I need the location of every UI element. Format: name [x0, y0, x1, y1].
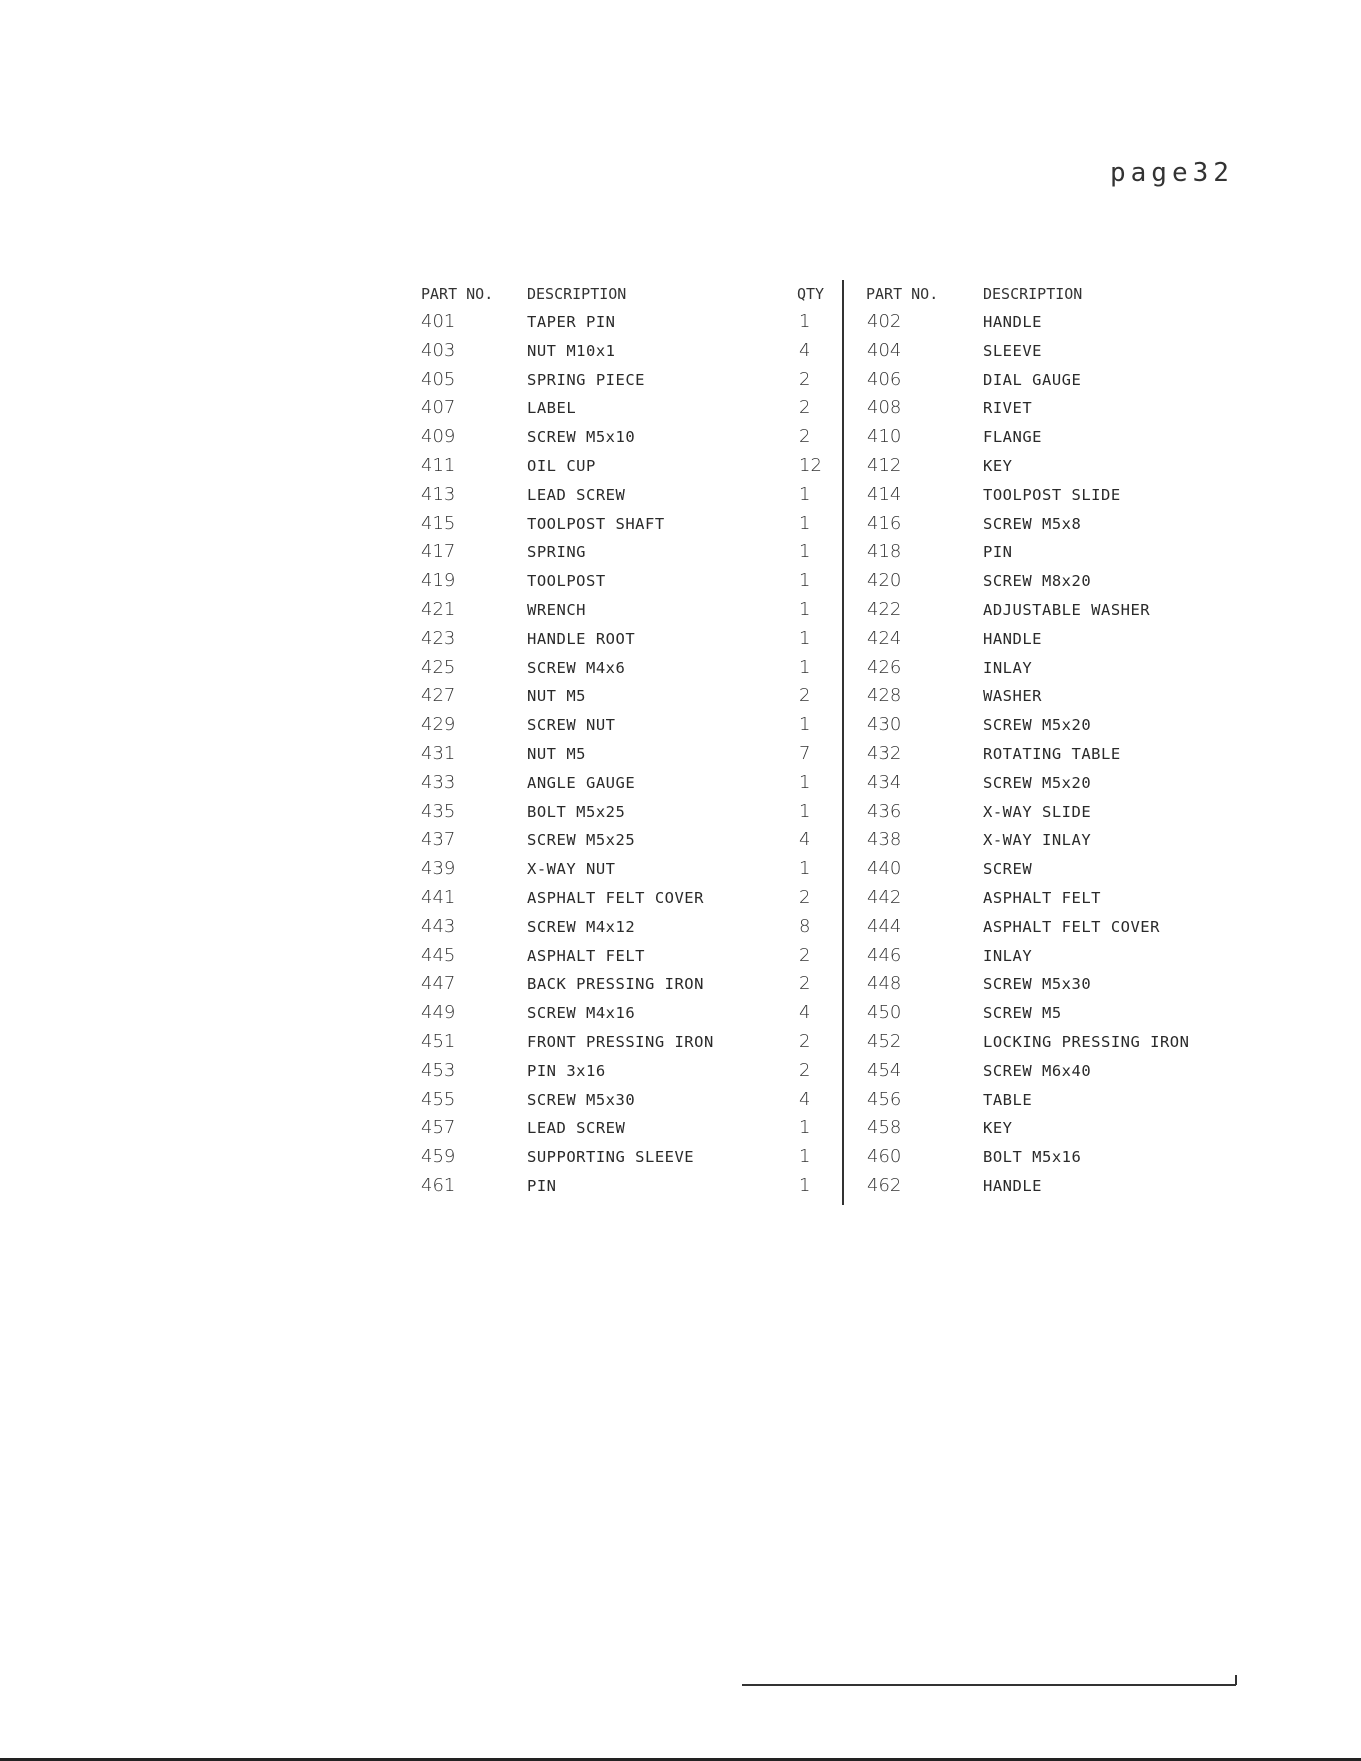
qty: 1 [799, 541, 811, 563]
bottom-rule-tick [1235, 1675, 1237, 1685]
description-right: SCREW M5 [983, 1004, 1062, 1023]
part-no-right: 446 [867, 944, 902, 966]
description-left: BOLT M5x25 [527, 802, 626, 821]
description-left: BACK PRESSING IRON [527, 975, 704, 994]
description-left: LEAD SCREW [527, 485, 626, 504]
part-no-right: 440 [867, 858, 902, 880]
qty: 2 [799, 886, 811, 908]
qty: 8 [799, 915, 811, 937]
qty: 1 [799, 858, 811, 880]
qty: 2 [799, 973, 811, 995]
part-no-left: 445 [421, 944, 456, 966]
description-right: SCREW M5x20 [983, 773, 1092, 792]
description-right: ASPHALT FELT [983, 888, 1101, 907]
part-no-left: 459 [421, 1146, 456, 1168]
description-left: PIN 3x16 [527, 1061, 606, 1080]
part-no-left: 401 [421, 311, 456, 332]
part-no-left: 407 [421, 397, 456, 419]
description-right: ROTATING TABLE [983, 744, 1121, 763]
qty: 4 [799, 339, 811, 361]
description-left: TOOLPOST SHAFT [527, 514, 665, 533]
header-description-left: DESCRIPTION [527, 285, 627, 303]
description-left: ASPHALT FELT [527, 946, 645, 965]
header-description-right: DESCRIPTION [983, 285, 1083, 303]
description-right: BOLT M5x16 [983, 1148, 1082, 1167]
qty: 1 [799, 483, 811, 505]
description-left: SCREW M4x16 [527, 1004, 636, 1023]
qty: 1 [799, 800, 811, 822]
part-no-left: 447 [421, 973, 456, 995]
part-no-left: 429 [421, 714, 456, 736]
description-right: SCREW M5x8 [983, 514, 1082, 533]
description-left: ASPHALT FELT COVER [527, 888, 704, 907]
description-left: SCREW M5x25 [527, 831, 636, 850]
part-no-right: 432 [867, 742, 902, 764]
description-left: TOOLPOST [527, 572, 606, 591]
part-no-left: 415 [421, 512, 456, 534]
description-left: SCREW NUT [527, 716, 616, 735]
part-no-right: 418 [867, 541, 902, 563]
qty: 1 [799, 1146, 811, 1168]
part-no-right: 414 [867, 483, 902, 505]
part-no-right: 436 [867, 800, 902, 822]
qty: 4 [799, 1002, 811, 1024]
description-right: KEY [983, 1119, 1013, 1138]
part-no-right: 444 [867, 915, 902, 937]
description-left: WRENCH [527, 600, 586, 619]
qty: 1 [799, 656, 811, 678]
description-right: FLANGE [983, 428, 1042, 447]
part-no-left: 409 [421, 426, 456, 448]
description-left: FRONT PRESSING IRON [527, 1032, 714, 1051]
description-right: INLAY [983, 658, 1033, 677]
part-no-right: 416 [867, 512, 902, 534]
qty: 1 [799, 1174, 811, 1196]
part-no-left: 421 [421, 598, 456, 620]
part-no-right: 424 [867, 627, 902, 649]
description-right: SCREW M5x30 [983, 975, 1092, 994]
part-no-right: 458 [867, 1117, 902, 1139]
qty: 2 [799, 1030, 811, 1052]
part-no-left: 449 [421, 1002, 456, 1024]
description-right: TABLE [983, 1090, 1033, 1109]
qty: 12 [799, 454, 822, 476]
description-left: NUT M5 [527, 744, 586, 763]
part-no-left: 437 [421, 829, 456, 851]
qty: 2 [799, 426, 811, 448]
description-right: HANDLE [983, 629, 1042, 648]
part-no-right: 428 [867, 685, 902, 707]
qty: 1 [799, 1117, 811, 1139]
qty: 1 [799, 598, 811, 620]
part-no-right: 404 [867, 339, 902, 361]
description-left: PIN [527, 1176, 557, 1195]
part-no-right: 460 [867, 1146, 902, 1168]
description-right: SCREW M5x20 [983, 716, 1092, 735]
description-right: RIVET [983, 399, 1033, 418]
qty: 2 [799, 368, 811, 390]
header-part-no-left: PART NO. [421, 285, 494, 303]
description-left: HANDLE ROOT [527, 629, 636, 648]
part-no-right: 456 [867, 1088, 902, 1110]
part-no-right: 408 [867, 397, 902, 419]
part-no-left: 441 [421, 886, 456, 908]
part-no-right: 452 [867, 1030, 902, 1052]
qty: 2 [799, 397, 811, 419]
description-left: SCREW M4x6 [527, 658, 626, 677]
description-right: WASHER [983, 687, 1042, 706]
part-no-right: 438 [867, 829, 902, 851]
part-no-right: 412 [867, 454, 902, 476]
part-no-left: 403 [421, 339, 456, 361]
part-no-left: 425 [421, 656, 456, 678]
description-right: TOOLPOST SLIDE [983, 485, 1121, 504]
part-no-right: 422 [867, 598, 902, 620]
description-right: SLEEVE [983, 341, 1042, 360]
part-no-right: 442 [867, 886, 902, 908]
qty: 1 [799, 570, 811, 592]
part-no-right: 450 [867, 1002, 902, 1024]
description-left: SPRING [527, 543, 586, 562]
qty: 7 [799, 742, 811, 764]
part-no-left: 457 [421, 1117, 456, 1139]
part-no-left: 427 [421, 685, 456, 707]
part-no-left: 431 [421, 742, 456, 764]
bottom-rule [742, 1684, 1236, 1686]
description-left: OIL CUP [527, 456, 596, 475]
description-left: LEAD SCREW [527, 1119, 626, 1138]
description-right: SCREW [983, 860, 1033, 879]
part-no-right: 462 [867, 1174, 902, 1196]
description-left: LABEL [527, 399, 577, 418]
part-no-left: 413 [421, 483, 456, 505]
part-no-left: 423 [421, 627, 456, 649]
part-no-left: 453 [421, 1059, 456, 1081]
description-right: KEY [983, 456, 1013, 475]
qty: 1 [799, 627, 811, 649]
part-no-left: 451 [421, 1030, 456, 1052]
part-no-left: 411 [421, 454, 456, 476]
header-qty: QTY [797, 285, 825, 303]
part-no-right: 420 [867, 570, 902, 592]
part-no-right: 434 [867, 771, 902, 793]
part-no-left: 439 [421, 858, 456, 880]
description-left: ANGLE GAUGE [527, 773, 636, 792]
part-no-left: 435 [421, 800, 456, 822]
description-right: HANDLE [983, 1176, 1042, 1195]
qty: 1 [799, 714, 811, 736]
description-left: SCREW M4x12 [527, 917, 636, 936]
qty: 4 [799, 1088, 811, 1110]
qty: 2 [799, 944, 811, 966]
description-left: SPRING PIECE [527, 370, 645, 389]
qty: 1 [799, 311, 811, 332]
page-number: page32 [1110, 158, 1234, 188]
description-right: X-WAY INLAY [983, 831, 1092, 850]
description-right: INLAY [983, 946, 1033, 965]
part-no-left: 461 [421, 1174, 456, 1196]
part-no-right: 430 [867, 714, 902, 736]
qty: 1 [799, 512, 811, 534]
part-no-left: 419 [421, 570, 456, 592]
header-part-no-right: PART NO. [866, 285, 939, 303]
description-right: ADJUSTABLE WASHER [983, 600, 1151, 619]
part-no-right: 426 [867, 656, 902, 678]
part-no-left: 417 [421, 541, 456, 563]
description-left: TAPER PIN [527, 313, 616, 331]
description-right: PIN [983, 543, 1013, 562]
part-no-left: 443 [421, 915, 456, 937]
description-right: ASPHALT FELT COVER [983, 917, 1160, 936]
qty: 2 [799, 1059, 811, 1081]
part-no-right: 402 [867, 311, 902, 332]
description-right: SCREW M8x20 [983, 572, 1092, 591]
description-right: SCREW M6x40 [983, 1061, 1092, 1080]
description-left: X-WAY NUT [527, 860, 616, 879]
qty: 1 [799, 771, 811, 793]
description-left: NUT M10x1 [527, 341, 616, 360]
part-no-right: 454 [867, 1059, 902, 1081]
part-no-left: 455 [421, 1088, 456, 1110]
description-left: SUPPORTING SLEEVE [527, 1148, 695, 1167]
part-no-left: 405 [421, 368, 456, 390]
part-no-right: 410 [867, 426, 902, 448]
description-left: SCREW M5x30 [527, 1090, 636, 1109]
description-right: DIAL GAUGE [983, 370, 1082, 389]
part-no-right: 406 [867, 368, 902, 390]
qty: 4 [799, 829, 811, 851]
part-no-right: 448 [867, 973, 902, 995]
part-no-left: 433 [421, 771, 456, 793]
description-right: X-WAY SLIDE [983, 802, 1092, 821]
description-left: NUT M5 [527, 687, 586, 706]
qty: 2 [799, 685, 811, 707]
description-right: HANDLE [983, 313, 1042, 331]
description-left: SCREW M5x10 [527, 428, 636, 447]
description-right: LOCKING PRESSING IRON [983, 1032, 1190, 1051]
